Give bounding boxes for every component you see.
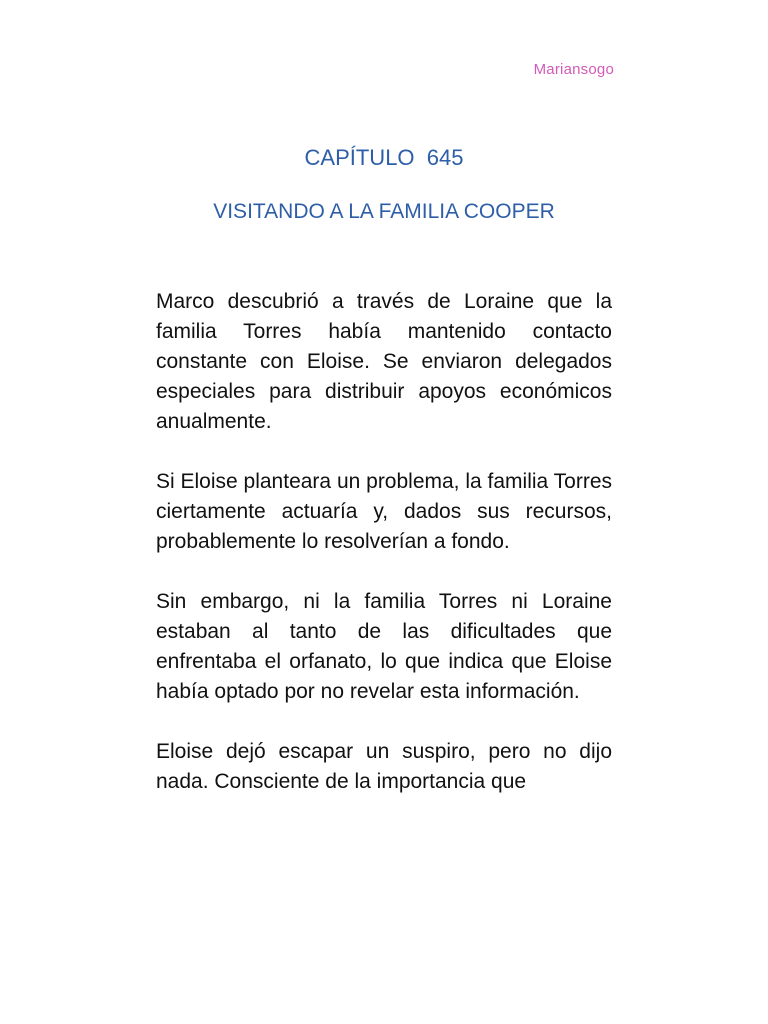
paragraph: Sin embargo, ni la familia Torres ni Loraine estaban al tanto de las dificultades que enfrentaba el orfanato, lo que indica que Eloise había optado por no revelar esta información. [156,590,612,703]
body-text [156,287,612,827]
chapter-title: VISITANDO A LA FAMILIA COOPER [213,200,555,223]
author-name: Mariansogo [533,61,614,78]
paragraph: Marco descubrió a través de Loraine que la familia Torres había mantenido contacto constante con Eloise. Se enviaron delegados especiales para distribuir apoyos económicos anualmente. [156,290,612,433]
chapter-number: CAPÍTULO 645 [304,145,464,170]
paragraph: Si Eloise planteara un problema, la familia Torres ciertamente actuaría y, dados sus recursos, probablemente lo resolverían a fondo. [156,470,613,553]
paragraph: Eloise dejó escapar un suspiro, pero no dijo nada. Consciente de la importancia que [156,740,612,793]
